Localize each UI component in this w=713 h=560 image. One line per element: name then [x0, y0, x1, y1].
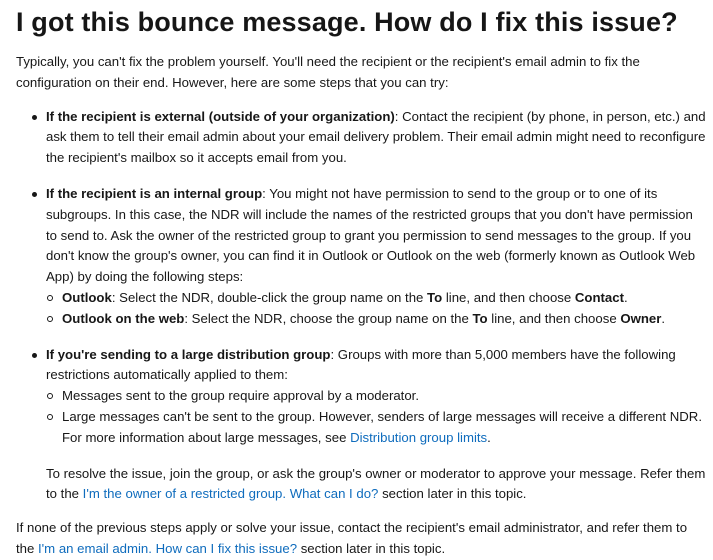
to-line-label: To [472, 310, 488, 326]
sub-item-text: : Select the NDR, double-click the group name on the [111, 289, 428, 305]
list-item-large-distribution-group [16, 345, 707, 506]
bullet-title: If the recipient is an internal group [46, 185, 263, 201]
contact-label: Contact [574, 289, 624, 305]
distribution-group-limits-link[interactable]: Distribution group limits [350, 429, 488, 445]
paragraph-text: If none of the previous steps apply or solve your issue, contact the recipient's email administrator, and refer them to the [16, 520, 688, 556]
email-admin-link[interactable]: I'm an email admin. How can I fix this issue? [38, 540, 298, 556]
bullet-text: : Contact the recipient (by phone, in person, etc.) and ask them to tell their email admin about your email delivery problem. Their email admin might need to reconfigure the recipient's mailbox so it accepts email from you. [46, 108, 706, 166]
intro-paragraph: Typically, you can't fix the problem yourself. You'll need the recipient or the recipient's email admin to fix the configuration on their end. However, here are some steps that you can try: [16, 54, 640, 90]
sub-item-text: . [624, 289, 628, 305]
sub-item-large-messages [46, 407, 707, 449]
outlook-steps-list [46, 288, 707, 330]
sub-item-title: Outlook [62, 289, 112, 305]
list-item-internal-group [16, 184, 707, 330]
sub-item-text: Large messages can't be sent to the group. However, senders of large messages will receive a different NDR. For more information about large messages, see [62, 408, 702, 445]
bullet-title: If you're sending to a large distribution group [46, 346, 331, 362]
sub-item-outlook-web [46, 309, 707, 330]
paragraph-text: To resolve the issue, join the group, or ask the group's owner or moderator to approve your message. Refer them to the [46, 465, 706, 502]
outro-paragraph [16, 518, 707, 560]
sub-item-text: . [487, 429, 491, 445]
paragraph-text: section later in this topic. [297, 540, 446, 556]
sub-item-text: . [661, 310, 666, 326]
page-title: I got this bounce message. How do I fix this issue? [16, 7, 678, 37]
to-line-label: To [427, 289, 443, 305]
sub-item-outlook [46, 288, 707, 309]
sub-item-moderation: Messages sent to the group require approval by a moderator. [46, 386, 707, 407]
owner-label: Owner [620, 310, 662, 326]
resolve-paragraph [46, 464, 707, 506]
restricted-group-owner-link[interactable]: I'm the owner of a restricted group. What can I do? [82, 486, 379, 502]
restrictions-list [46, 386, 707, 448]
sub-item-text: : Select the NDR, choose the group name on the [184, 310, 473, 326]
bullet-text: : You might not have permission to send to the group or to one of its subgroups. In this case, the NDR will include the names of the restricted groups that you don't have permission to send to. Ask the owner of the restricted group to grant you permission to send messages to the group. If you don't know the group's owner, you can find it in Outlook or Outlook on the web (formerly known as Outlook Web App) by doing the following steps: [46, 185, 696, 285]
sub-item-title: Outlook on the web [62, 310, 185, 326]
sub-item-text: line, and then choose [487, 310, 621, 326]
sub-item-text: line, and then choose [442, 289, 575, 305]
list-item-external-recipient [16, 107, 707, 169]
paragraph-text: section later in this topic. [378, 486, 527, 502]
steps-list [16, 107, 707, 506]
bullet-title: If the recipient is external (outside of your organization) [46, 108, 395, 124]
bullet-text: : Groups with more than 5,000 members have the following restrictions automatically applied to them: [46, 346, 676, 383]
